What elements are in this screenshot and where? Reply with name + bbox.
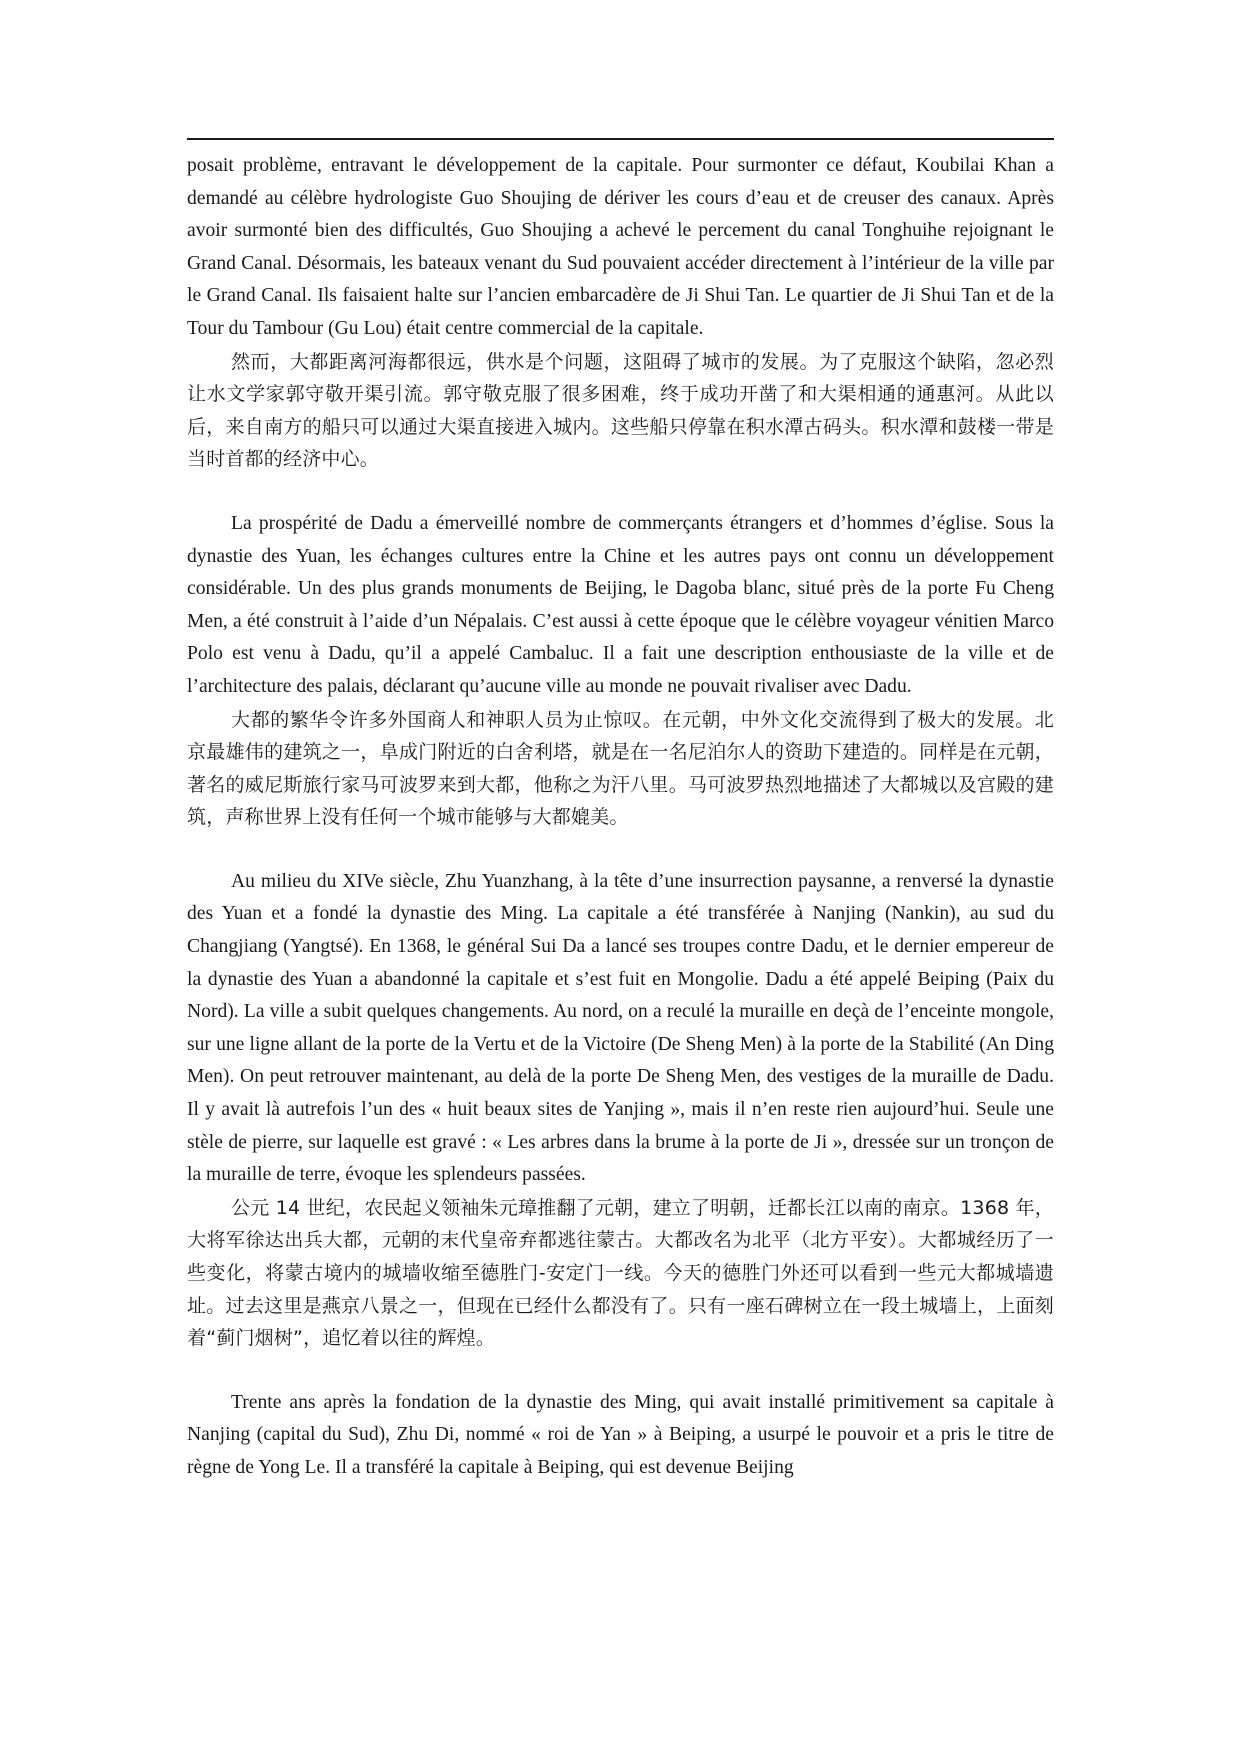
paragraph-zh-2: 大都的繁华令许多外国商人和神职人员为止惊叹。在元朝，中外文化交流得到了极大的发展。北京最雄伟的建筑之一，阜成门附近的白舍利塔，就是在一名尼泊尔人的资助下建造的。同样是在元朝，著名的威尼斯旅行家马可波罗来到大都，他称之为汗八里。马可波罗热烈地描述了大都城以及宫殿的建筑，声称世界上没有任何一个城市能够与大都媲美。 [187,708,1054,829]
paragraph-fr-2: La prospérité de Dadu a émerveillé nombre de commerçants étrangers et d’hommes d’église. Sous la dynastie des Yuan, les échanges cultures entre la Chine et les autres pays ont connu un développement considérable. Un des plus grands monuments de Beijing, le Dagoba blanc, situé près de la porte Fu Cheng Men, a été construit à l’aide d’un Népalais. C’est aussi à cette époque que le célèbre voyageur vénitien Marco Polo est venu à Dadu, qu’il a appelé Cambaluc. Il a fait une description enthousiaste de la ville et de l’architecture des palais, déclarant qu’aucune ville au monde ne pouvait rivaliser avec Dadu. [187,512,1054,697]
header-rule [187,138,1054,140]
paragraph-fr-3: Au milieu du XIVe siècle, Zhu Yuanzhang, à la tête d’une insurrection paysanne, a renversé la dynastie des Yuan et a fondé la dynastie des Ming. La capitale a été transférée à Nanjing (Nankin), au sud du Changjiang (Yangtsé). En 1368, le général Sui Da a lancé ses troupes contre Dadu, et le dernier empereur de la dynastie des Yuan a abandonné la capitale et s’est fuit en Mongolie. Dadu a été appelé Beiping (Paix du Nord). La ville a subit quelques changements. Au nord, on a reculé la muraille en deçà de l’enceinte mongole, sur une ligne allant de la porte de la Vertu et de la Victoire (De Sheng Men) à la porte de la Stabilité (An Ding Men). On peut retrouver maintenant, au delà de la porte De Sheng Men, des vestiges de la muraille de Dadu. Il y avait là autrefois l’un des « huit beaux sites de Yanjing », mais il n’en reste rien aujourd’hui. Seule une stèle de pierre, sur laquelle est gravé : « Les arbres dans la brume à la porte de Ji », dressée sur un tronçon de la muraille de terre, évoque les splendeurs passées. [187,870,1054,1186]
document-body [187,150,1054,1485]
paragraph-fr-1: posait problème, entravant le développement de la capitale. Pour surmonter ce défaut, Koubilai Khan a demandé au célèbre hydrologiste Guo Shoujing de dériver les cours d’eau et de creuser des canaux. Après avoir surmonté bien des difficultés, Guo Shoujing a achevé le percement du canal Tonghuihe rejoignant le Grand Canal. Désormais, les bateaux venant du Sud pouvaient accéder directement à l’intérieur de la ville par le Grand Canal. Ils faisaient halte sur l’ancien embarcadère de Ji Shui Tan. Le quartier de Ji Shui Tan et de la Tour du Tambour (Gu Lou) était centre commercial de la capitale. [187,155,1054,339]
paragraph-zh-1: 然而，大都距离河海都很远，供水是个问题，这阻碍了城市的发展。为了克服这个缺陷，忽必烈让水文学家郭守敬开渠引流。郭守敬克服了很多困难，终于成功开凿了和大渠相通的通惠河。从此以后，来自南方的船只可以通过大渠直接进入城内。这些船只停靠在积水潭古码头。积水潭和鼓楼一带是当时首都的经济中心。 [187,350,1054,471]
paragraph-fr-4: Trente ans après la fondation de la dynastie des Ming, qui avait installé primitivement sa capitale à Nanjing (capital du Sud), Zhu Di, nommé « roi de Yan » à Beiping, a usurpé le pouvoir et a pris le titre de règne de Yong Le. Il a transféré la capitale à Beiping, qui est devenue Beijing [187,1391,1054,1478]
paragraph-zh-3: 公元 14 世纪，农民起义领袖朱元璋推翻了元朝，建立了明朝，迁都长江以南的南京。1368 年，大将军徐达出兵大都，元朝的末代皇帝弃都逃往蒙古。大都改名为北平（北方平安）。大都城经历了一些变化，将蒙古境内的城墙收缩至德胜门-安定门一线。今天的德胜门外还可以看到一些元大都城墙遗址。过去这里是燕京八景之一，但现在已经什么都没有了。只有一座石碑树立在一段土城墙上，上面刻着“蓟门烟树”，追忆着以往的辉煌。 [187,1196,1054,1350]
